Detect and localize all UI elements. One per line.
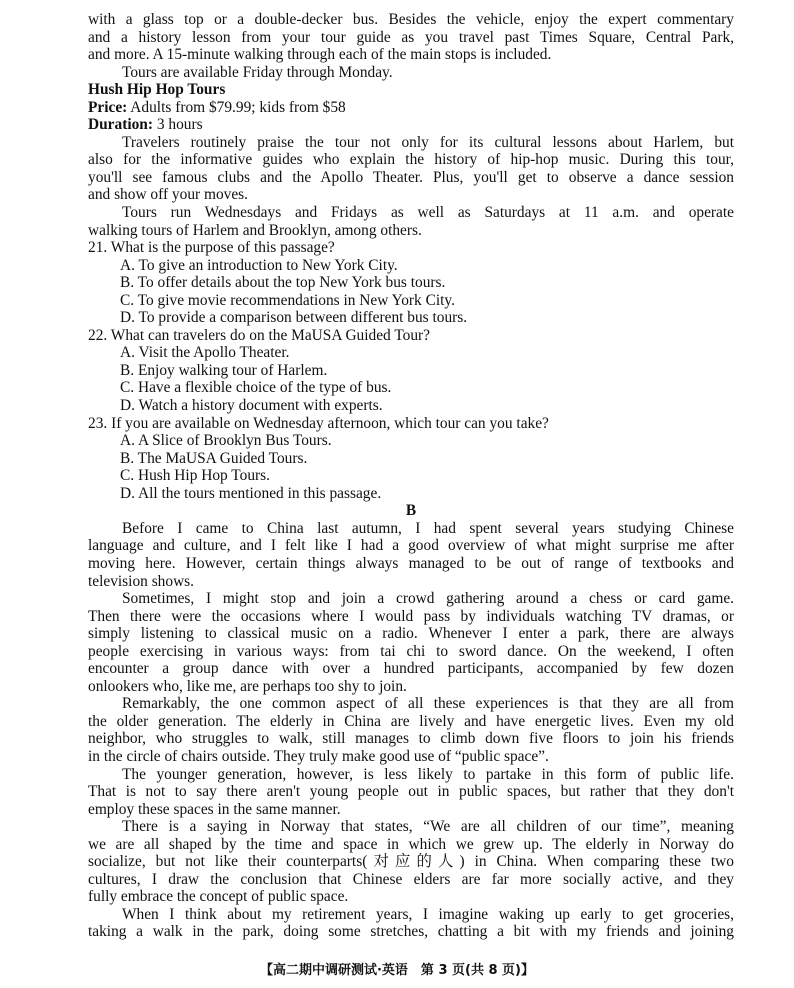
passage-b-paragraph-2 (88, 590, 734, 695)
price-line (88, 99, 734, 117)
passage-line: in the circle of chairs outside. They truly make good use of “public space”. (88, 747, 549, 765)
option-a: A. Visit the Apollo Theater. (120, 344, 290, 362)
question-stem: 23. If you are available on Wednesday afternoon, which tour can you take? (88, 414, 549, 432)
passage-line: neighbor, who struggles to walk, still manages to climb down five floors to join his friends (88, 730, 734, 748)
availability-text: Tours are available Friday through Monday. (122, 63, 393, 81)
passage-line: cultures, I draw the conclusion that Chinese elders are far more socially active, and they (88, 870, 734, 888)
passage-line: language and culture, and I felt like I had a good overview of what might surprise me after (88, 537, 734, 555)
desc-line: and show off your moves. (88, 186, 249, 204)
passage-line: people exercising in various ways: from tai chi to sword dance. On the weekend, I often (88, 642, 734, 660)
option-b: B. The MaUSA Guided Tours. (120, 449, 308, 467)
desc-line: also for the informative guides who explain the history of hip-hop music. During this tour, (88, 151, 734, 169)
option-b: B. To offer details about the top New York bus tours. (120, 274, 446, 292)
option-b: B. Enjoy walking tour of Harlem. (120, 361, 328, 379)
passage-line: When I think about my retirement years, I imagine waking up early to get groceries, (122, 905, 734, 923)
passage-line: simply listening to classical music on a radio. Whenever I enter a park, there are always (88, 625, 734, 643)
desc-line: Travelers routinely praise the tour not only for its cultural lessons about Harlem, but (122, 133, 734, 151)
passage-line: the older generation. The elderly in China are lively and have energetic lives. Even my old (88, 712, 734, 730)
option-c: C. Hush Hip Hop Tours. (120, 467, 270, 485)
price-value: Adults from $79.99; kids from $58 (127, 98, 346, 116)
schedule-line: Tours run Wednesdays and Fridays as well as Saturdays at 11 a.m. and operate (122, 204, 734, 222)
question-stem: 21. What is the purpose of this passage? (88, 239, 335, 257)
schedule-line: walking tours of Harlem and Brooklyn, among others. (88, 221, 422, 239)
passage-b-paragraph-6 (88, 906, 734, 941)
passage-line: onlookers who, like me, are perhaps too shy to join. (88, 677, 407, 695)
intro-tail-paragraph (88, 11, 734, 64)
passage-line: There is a saying in Norway that states, “We are all children of our time”, meaning (122, 818, 734, 836)
passage-line: Sometimes, I might stop and join a crowd gathering around a chess or card game. (122, 590, 734, 608)
duration-line (88, 116, 734, 134)
section-label: B (405, 502, 417, 520)
passage-line: taking a walk in the park, doing some stretches, chatting a bit with my friends and joining (88, 923, 734, 941)
question-23 (88, 415, 734, 503)
desc-line: you'll see famous clubs and the Apollo Theater. Plus, you'll get to observe a dance session (88, 168, 734, 186)
option-d: D. All the tours mentioned in this passage. (120, 484, 382, 502)
passage-b-paragraph-1 (88, 520, 734, 590)
passage-line: fully embrace the concept of public space. (88, 888, 349, 906)
option-d: D. To provide a comparison between different bus tours. (120, 309, 468, 327)
passage-line: Then there were the occasions where I would pass by individuals watching TV dramas, or (88, 607, 734, 625)
passage-b-paragraph-5 (88, 818, 734, 906)
passage-line: moving here. However, certain things always managed to be out of range of textbooks and (88, 554, 734, 572)
passage-line: That is not to say there aren't young people out in public spaces, but rather that they don't (88, 783, 734, 801)
intro-line: and a history lesson from your tour guide as you travel past Times Square, Central Park, (88, 28, 734, 46)
passage-line: Before I came to China last autumn, I had spent several years studying Chinese (122, 519, 734, 537)
passage-line: we are all shaped by the time and space in which we grew up. The elderly in Norway do (88, 835, 734, 853)
passage-line: Remarkably, the one common aspect of all these experiences is that they are all from (122, 695, 734, 713)
duration-value: 3 hours (152, 116, 203, 134)
hush-description-paragraph (88, 134, 734, 204)
option-d: D. Watch a history document with experts. (120, 397, 383, 415)
question-stem: 22. What can travelers do on the MaUSA Guided Tour? (88, 326, 430, 344)
option-a: A. A Slice of Brooklyn Bus Tours. (120, 432, 332, 450)
passage-line: television shows. (88, 572, 195, 590)
hush-schedule-paragraph (88, 204, 734, 239)
price-label: Price: (88, 98, 128, 116)
option-c: C. To give movie recommendations in New York City. (120, 291, 455, 309)
intro-line: and more. A 15-minute walking through each of the main stops is included. (88, 46, 552, 64)
intro-line: with a glass top or a double-decker bus. Besides the vehicle, enjoy the expert commentary (88, 11, 734, 28)
option-a: A. To give an introduction to New York City. (120, 256, 398, 274)
passage-line: encounter a group dance with over a hundred participants, accompanied by few dozen (88, 660, 734, 678)
passage-line: The younger generation, however, is less likely to partake in this form of public life. (122, 765, 734, 783)
option-c: C. Have a flexible choice of the type of bus. (120, 379, 392, 397)
passage-line: employ these spaces in the same manner. (88, 800, 341, 818)
page-footer: 【高二期中调研测试·英语 第 3 页(共 8 页)】 (259, 963, 535, 978)
page-content (88, 11, 734, 941)
question-22 (88, 327, 734, 415)
passage-b-paragraph-3 (88, 695, 734, 765)
passage-b-paragraph-4 (88, 766, 734, 819)
hush-tour-title: Hush Hip Hop Tours (88, 81, 226, 99)
duration-label: Duration: (88, 116, 153, 134)
passage-line: socialize, but not like their counterparts(对应的人) in China. When comparing these two (88, 853, 734, 871)
question-21 (88, 239, 734, 327)
